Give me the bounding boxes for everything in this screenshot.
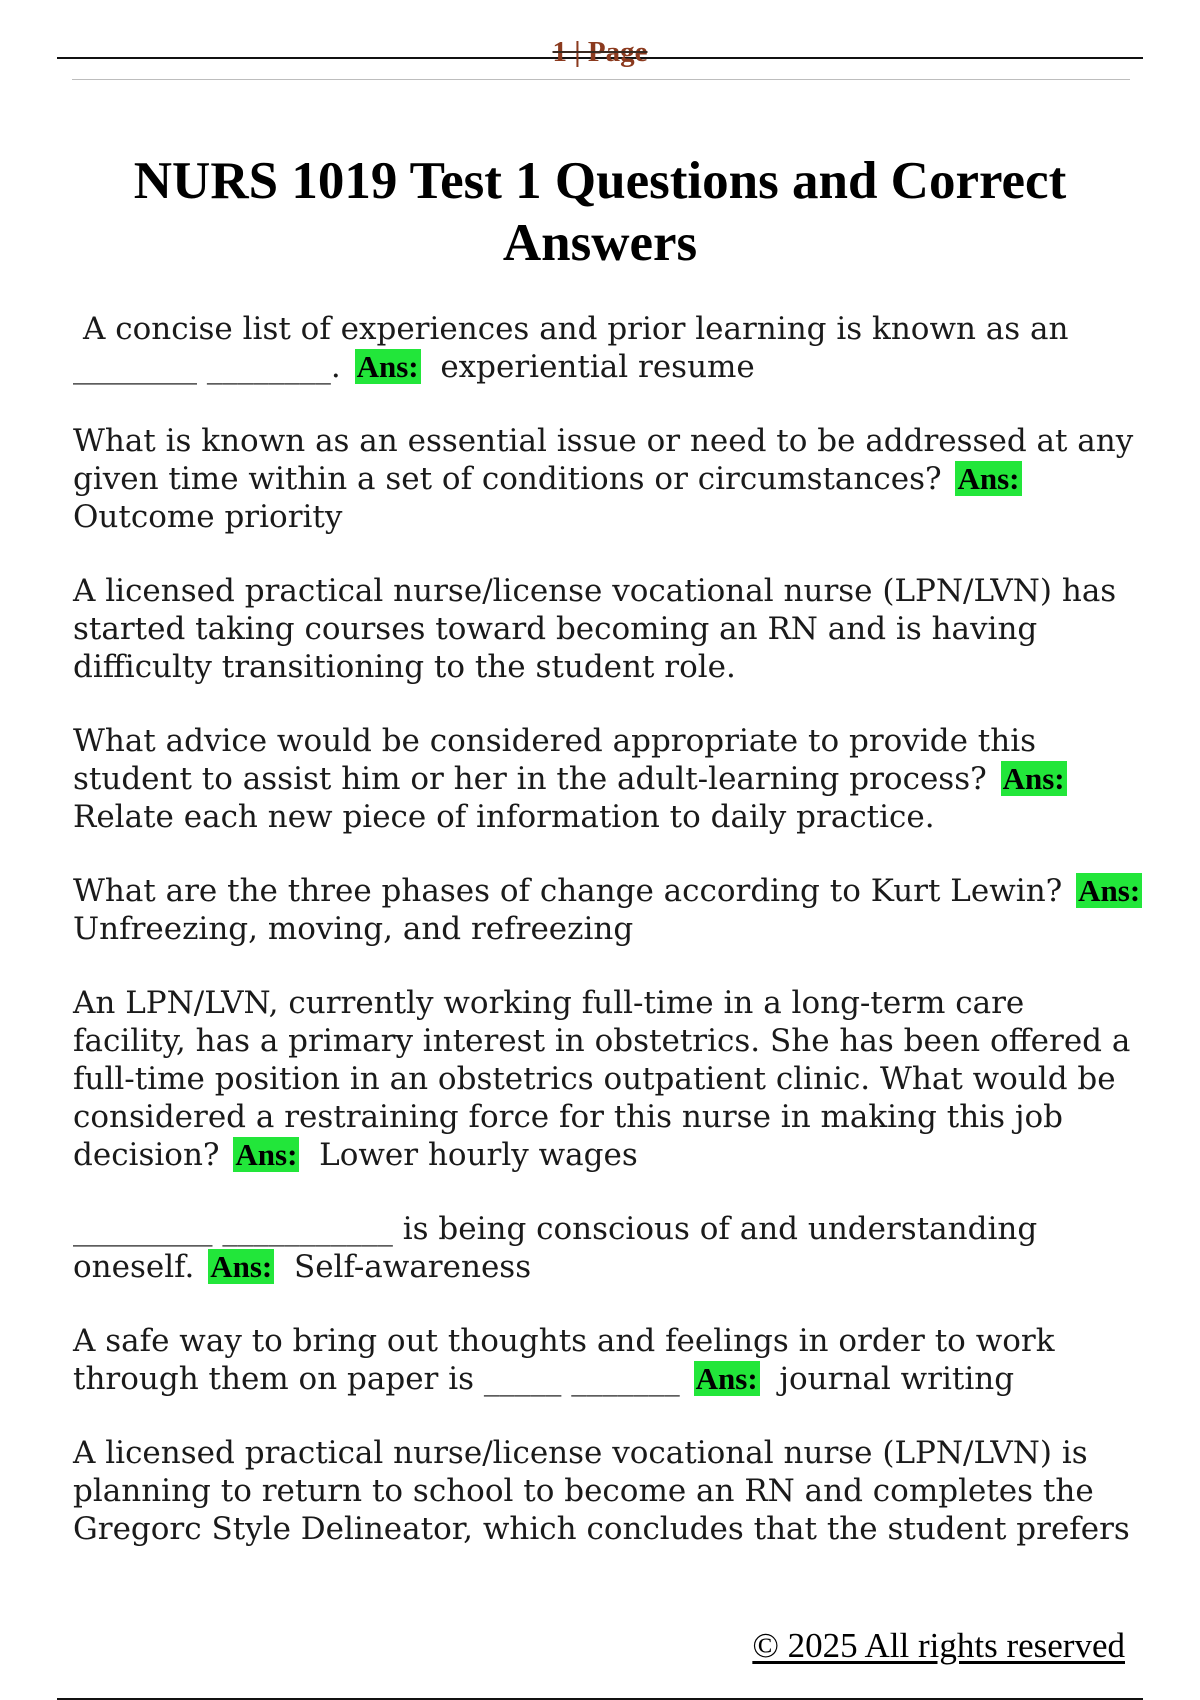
question-text: What advice would be considered appropriate to provide this student to assist him or her in the adult-learning process? [73, 723, 1037, 797]
question-text: What are the three phases of change according to Kurt Lewin? [73, 873, 1063, 909]
question-text: A safe way to bring out thoughts and feelings in order to work through them on paper is _____ _______ [73, 1323, 1055, 1397]
answer-text: Self-awareness [293, 1249, 532, 1285]
answer-text: experiential resume [440, 349, 755, 385]
question-text: A licensed practical nurse/license vocational nurse (LPN/LVN) is planning to return to school to become an RN and completes the Gregorc Style Delineator, which concludes that the student prefers [73, 1435, 1130, 1547]
qa-item [73, 572, 1143, 686]
question-text: A concise list of experiences and prior learning is known as an ________ ________. [73, 311, 1069, 385]
qa-item [73, 872, 1143, 948]
answer-text: Lower hourly wages [319, 1137, 638, 1173]
answer-label: Ans: [1002, 761, 1065, 796]
answer-text: journal writing [779, 1361, 1015, 1397]
answer-text: Relate each new piece of information to daily practice. [73, 799, 935, 835]
qa-item [73, 310, 1143, 386]
qa-list [73, 310, 1143, 1584]
question-text: An LPN/LVN, currently working full-time in a long-term care facility, has a primary interest in obstetrics. She has been offered a full-time position in an obstetrics outpatient clinic. What would be considered a restraining force for this nurse in making this job decision? [73, 985, 1131, 1173]
answer-text: Unfreezing, moving, and refreezing [73, 911, 634, 947]
question-text: A licensed practical nurse/license vocational nurse (LPN/LVN) has started taking courses toward becoming an RN and is having difficulty transitioning to the student role. [73, 573, 1117, 685]
qa-item [73, 1210, 1143, 1286]
answer-label: Ans: [1078, 873, 1141, 908]
qa-item [73, 722, 1143, 836]
question-text: _________ ___________ is being conscious of and understanding oneself. [73, 1211, 1038, 1285]
answer-label: Ans: [210, 1249, 273, 1284]
copyright-notice: © 2025 All rights reserved [752, 1626, 1125, 1665]
question-text: What is known as an essential issue or need to be addressed at any given time within a set of conditions or circumstances? [73, 423, 1134, 497]
page-number: 1 | Page [552, 36, 648, 68]
qa-item [73, 1322, 1143, 1398]
answer-label: Ans: [695, 1361, 758, 1396]
header-subrule [72, 79, 1130, 80]
answer-text: Outcome priority [73, 499, 343, 535]
answer-label: Ans: [356, 349, 419, 384]
answer-label: Ans: [957, 461, 1020, 496]
qa-item [73, 1434, 1143, 1548]
answer-label: Ans: [235, 1137, 298, 1172]
document-title: NURS 1019 Test 1 Questions and Correct Answers [133, 152, 1067, 272]
qa-item [73, 984, 1143, 1174]
qa-item [73, 422, 1143, 536]
